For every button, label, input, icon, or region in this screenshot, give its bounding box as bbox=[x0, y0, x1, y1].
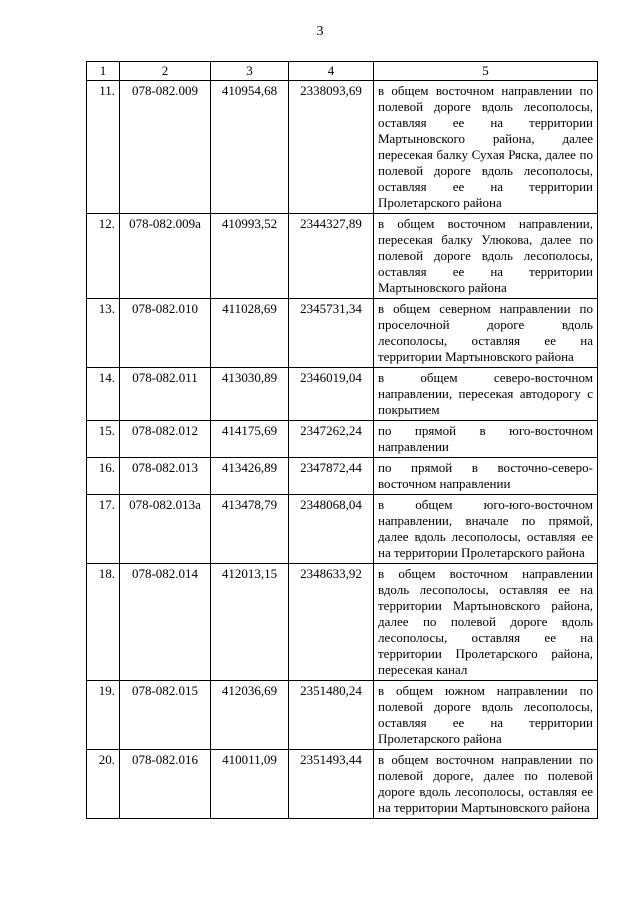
row-number: 12. bbox=[87, 214, 120, 299]
boundary-description: по прямой в восточно-северо-восточном направлении bbox=[374, 458, 598, 495]
row-number: 16. bbox=[87, 458, 120, 495]
coordinate-y: 2351493,44 bbox=[289, 750, 374, 819]
coordinate-y: 2347262,24 bbox=[289, 421, 374, 458]
table-row bbox=[87, 214, 598, 299]
boundary-description: в общем юго-юго-восточном направлении, вначале по прямой, далее вдоль лесополосы, оставляя ее на территории Пролетарского района bbox=[374, 495, 598, 564]
boundary-description: по прямой в юго-восточном направлении bbox=[374, 421, 598, 458]
coordinate-y: 2346019,04 bbox=[289, 368, 374, 421]
row-number: 20. bbox=[87, 750, 120, 819]
coordinate-y: 2344327,89 bbox=[289, 214, 374, 299]
column-header-2: 2 bbox=[120, 62, 211, 81]
row-number: 19. bbox=[87, 681, 120, 750]
coordinate-x: 413030,89 bbox=[211, 368, 289, 421]
coordinate-x: 412013,15 bbox=[211, 564, 289, 681]
point-code: 078-082.009 bbox=[120, 81, 211, 214]
point-code: 078-082.011 bbox=[120, 368, 211, 421]
table-row bbox=[87, 299, 598, 368]
coordinate-x: 410011,09 bbox=[211, 750, 289, 819]
point-code: 078-082.016 bbox=[120, 750, 211, 819]
boundary-description: в общем восточном направлении по полевой дороге, далее по полевой дороге вдоль лесополосы, оставляя ее на территории Мартыновского района bbox=[374, 750, 598, 819]
coordinate-x: 410954,68 bbox=[211, 81, 289, 214]
boundary-description: в общем восточном направлении вдоль лесополосы, оставляя ее на территории Мартыновского района, далее по полевой дороге вдоль лесополосы, оставляя ее на территории Пролетарского района, пересекая канал bbox=[374, 564, 598, 681]
column-header-5: 5 bbox=[374, 62, 598, 81]
table-row bbox=[87, 368, 598, 421]
boundary-description: в общем северном направлении по проселочной дороге вдоль лесополосы, оставляя ее на территории Мартыновского района bbox=[374, 299, 598, 368]
table-header-row bbox=[87, 62, 598, 81]
column-header-3: 3 bbox=[211, 62, 289, 81]
coordinate-y: 2348633,92 bbox=[289, 564, 374, 681]
row-number: 11. bbox=[87, 81, 120, 214]
point-code: 078-082.010 bbox=[120, 299, 211, 368]
boundary-description: в общем северо-восточном направлении, пересекая автодорогу с покрытием bbox=[374, 368, 598, 421]
table-row bbox=[87, 564, 598, 681]
point-code: 078-082.012 bbox=[120, 421, 211, 458]
coordinate-y: 2347872,44 bbox=[289, 458, 374, 495]
row-number: 17. bbox=[87, 495, 120, 564]
boundary-table bbox=[86, 61, 598, 819]
table-row bbox=[87, 458, 598, 495]
boundary-description: в общем южном направлении по полевой дороге вдоль лесополосы, оставляя ее на территории Пролетарского района bbox=[374, 681, 598, 750]
coordinate-y: 2338093,69 bbox=[289, 81, 374, 214]
boundary-description: в общем восточном направлении, пересекая балку Улюкова, далее по полевой дороге вдоль лесополосы, оставляя ее на территории Мартыновского района bbox=[374, 214, 598, 299]
table-row bbox=[87, 421, 598, 458]
point-code: 078-082.013а bbox=[120, 495, 211, 564]
coordinate-y: 2351480,24 bbox=[289, 681, 374, 750]
point-code: 078-082.014 bbox=[120, 564, 211, 681]
coordinate-y: 2348068,04 bbox=[289, 495, 374, 564]
coordinate-x: 414175,69 bbox=[211, 421, 289, 458]
point-code: 078-082.009а bbox=[120, 214, 211, 299]
page-number: 3 bbox=[316, 24, 324, 39]
table-row bbox=[87, 495, 598, 564]
table-row bbox=[87, 681, 598, 750]
coordinate-x: 412036,69 bbox=[211, 681, 289, 750]
table-row bbox=[87, 750, 598, 819]
row-number: 14. bbox=[87, 368, 120, 421]
point-code: 078-082.013 bbox=[120, 458, 211, 495]
column-header-1: 1 bbox=[87, 62, 120, 81]
row-number: 18. bbox=[87, 564, 120, 681]
coordinate-y: 2345731,34 bbox=[289, 299, 374, 368]
point-code: 078-082.015 bbox=[120, 681, 211, 750]
coordinate-x: 413426,89 bbox=[211, 458, 289, 495]
row-number: 13. bbox=[87, 299, 120, 368]
coordinate-x: 411028,69 bbox=[211, 299, 289, 368]
coordinate-x: 410993,52 bbox=[211, 214, 289, 299]
row-number: 15. bbox=[87, 421, 120, 458]
column-header-4: 4 bbox=[289, 62, 374, 81]
boundary-description: в общем восточном направлении по полевой дороге вдоль лесополосы, оставляя ее на территории Мартыновского района, далее пересекая балку Сухая Ряска, далее по полевой дороге вдоль лесополосы, оставляя ее на территории Пролетарского района bbox=[374, 81, 598, 214]
coordinate-x: 413478,79 bbox=[211, 495, 289, 564]
table-row bbox=[87, 81, 598, 214]
